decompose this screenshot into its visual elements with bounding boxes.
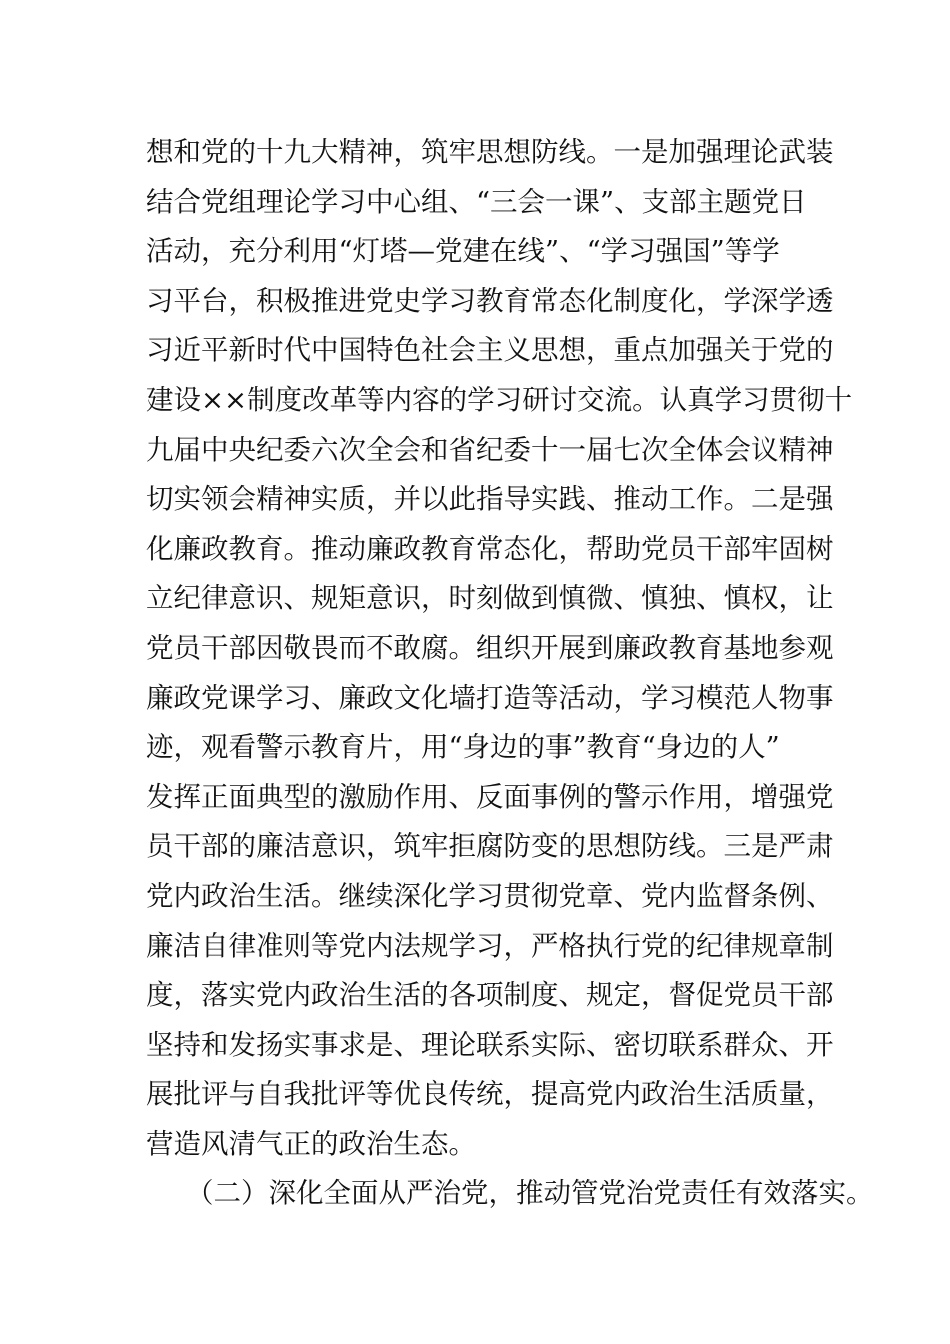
text-line-19: 坚持和发扬实事求是、理论联系实际、密切联系群众、开 bbox=[146, 1028, 834, 1061]
text-line-14: 发挥正面典型的激励作用、反面事例的警示作用，增强党 bbox=[146, 780, 834, 813]
text-line-13: 迹，观看警示教育片，用“身边的事”教育“身边的人” bbox=[146, 731, 780, 764]
text-line-16: 党内政治生活。继续深化学习贯彻党章、党内监督条例、 bbox=[146, 879, 834, 912]
text-line-11: 党员干部因敬畏而不敢腐。组织开展到廉政教育基地参观 bbox=[146, 631, 834, 664]
text-line-3: 活动，充分利用“灯塔—党建在线”、“学习强国”等学 bbox=[146, 235, 780, 268]
text-line-2: 结合党组理论学习中心组、“三会一课”、支部主题党日 bbox=[146, 185, 807, 218]
text-line-15: 员干部的廉洁意识，筑牢拒腐防变的思想防线。三是严肃 bbox=[146, 830, 834, 863]
text-line-7: 九届中央纪委六次全会和省纪委十一届七次全体会议精神 bbox=[146, 433, 834, 466]
text-line-8: 切实领会精神实质，并以此指导实践、推动工作。二是强 bbox=[146, 483, 834, 516]
text-line-5: 习近平新时代中国特色社会主义思想，重点加强关于党的 bbox=[146, 334, 834, 367]
text-line-17: 廉洁自律准则等党内法规学习，严格执行党的纪律规章制 bbox=[146, 929, 834, 962]
text-line-6: 建设××制度改革等内容的学习研讨交流。认真学习贯彻十 bbox=[146, 383, 853, 416]
text-line-10: 立纪律意识、规矩意识，时刻做到慎微、慎独、慎权，让 bbox=[146, 582, 834, 615]
text-line-12: 廉政党课学习、廉政文化墙打造等活动，学习模范人物事 bbox=[146, 681, 834, 714]
document-body bbox=[146, 128, 874, 1219]
text-line-20: 展批评与自我批评等优良传统，提高党内政治生活质量， bbox=[146, 1078, 834, 1111]
section-heading: （二）深化全面从严治党，推动管党治党责任有效落实。 bbox=[186, 1177, 874, 1210]
text-line-18: 度，落实党内政治生活的各项制度、规定，督促党员干部 bbox=[146, 979, 834, 1012]
text-line-4: 习平台，积极推进党史学习教育常态化制度化，学深学透 bbox=[146, 284, 834, 317]
text-line-9: 化廉政教育。推动廉政教育常态化，帮助党员干部牢固树 bbox=[146, 532, 834, 565]
text-line-21: 营造风清气正的政治生态。 bbox=[146, 1127, 476, 1160]
text-line-1: 想和党的十九大精神，筑牢思想防线。一是加强理论武装 bbox=[146, 136, 834, 168]
